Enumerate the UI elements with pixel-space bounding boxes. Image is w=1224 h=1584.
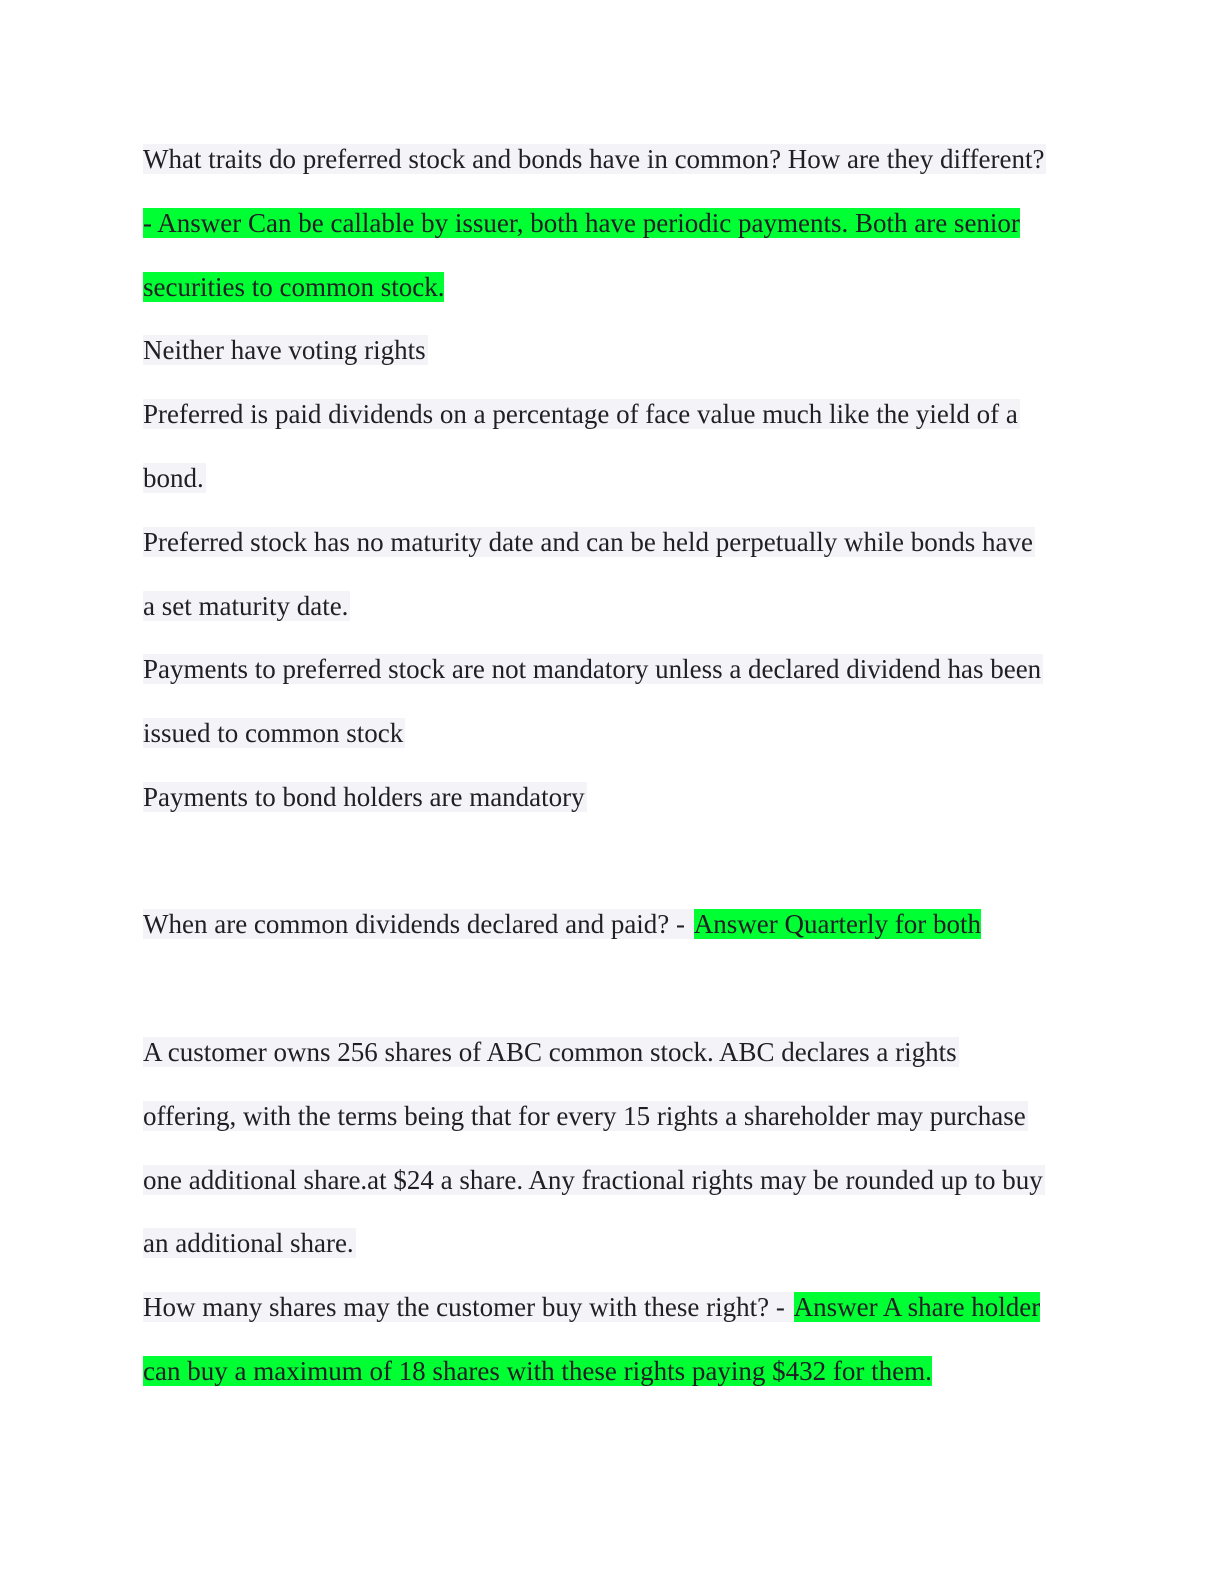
rights-question-line-4 [143, 1225, 356, 1261]
dividends-answer-text: Answer Quarterly for both [693, 909, 981, 939]
rights-question-line-1 [143, 1034, 959, 1070]
payments-preferred-line-1 [143, 651, 1043, 687]
preferred-dividends-text-2: bond. [143, 463, 204, 493]
rights-howmany-line [143, 1289, 1040, 1325]
payments-preferred-line-2 [143, 715, 405, 751]
rights-question-text-3: one additional share.at $24 a share. Any fractional rights may be rounded up to buy [143, 1165, 1043, 1195]
dividends-question-text: When are common dividends declared and paid? - [143, 909, 692, 939]
rights-question-text-4: an additional share. [143, 1228, 354, 1258]
preferred-dividends-text-1: Preferred is paid dividends on a percentage of face value much like the yield of a [143, 399, 1018, 429]
rights-question-text-2: offering, with the terms being that for every 15 rights a shareholder may purchase [143, 1101, 1026, 1131]
rights-howmany-text: How many shares may the customer buy with these right? - [143, 1292, 792, 1322]
rights-answer-line-2 [143, 1353, 932, 1389]
dividends-question-line [143, 906, 981, 942]
answer-traits-text-1: - Answer Can be callable by issuer, both have periodic payments. Both are senior [143, 208, 1020, 238]
rights-question-line-2 [143, 1098, 1028, 1134]
payments-preferred-text-1: Payments to preferred stock are not mandatory unless a declared dividend has been [143, 654, 1042, 684]
neither-voting-text: Neither have voting rights [143, 335, 426, 365]
bond-holders-text: Payments to bond holders are mandatory [143, 782, 585, 812]
answer-traits-line-2 [143, 269, 444, 305]
maturity-line-2 [143, 588, 350, 624]
rights-answer-text-2: can buy a maximum of 18 shares with these rights paying $432 for them. [143, 1356, 932, 1386]
rights-question-text-1: A customer owns 256 shares of ABC common stock. ABC declares a rights [143, 1037, 957, 1067]
bond-holders-line [143, 779, 587, 815]
answer-traits-text-2: securities to common stock. [143, 272, 445, 302]
question-traits-text: What traits do preferred stock and bonds have in common? How are they different? [143, 144, 1045, 174]
question-traits-line [143, 141, 1046, 177]
maturity-text-1: Preferred stock has no maturity date and can be held perpetually while bonds have [143, 527, 1033, 557]
maturity-line-1 [143, 524, 1035, 560]
maturity-text-2: a set maturity date. [143, 591, 349, 621]
rights-answer-text-1: Answer A share holder [793, 1292, 1041, 1322]
neither-voting-line [143, 332, 428, 368]
payments-preferred-text-2: issued to common stock [143, 718, 404, 748]
rights-question-line-3 [143, 1162, 1045, 1198]
preferred-dividends-line-2 [143, 460, 206, 496]
answer-traits-line-1 [143, 205, 1020, 241]
preferred-dividends-line-1 [143, 396, 1020, 432]
